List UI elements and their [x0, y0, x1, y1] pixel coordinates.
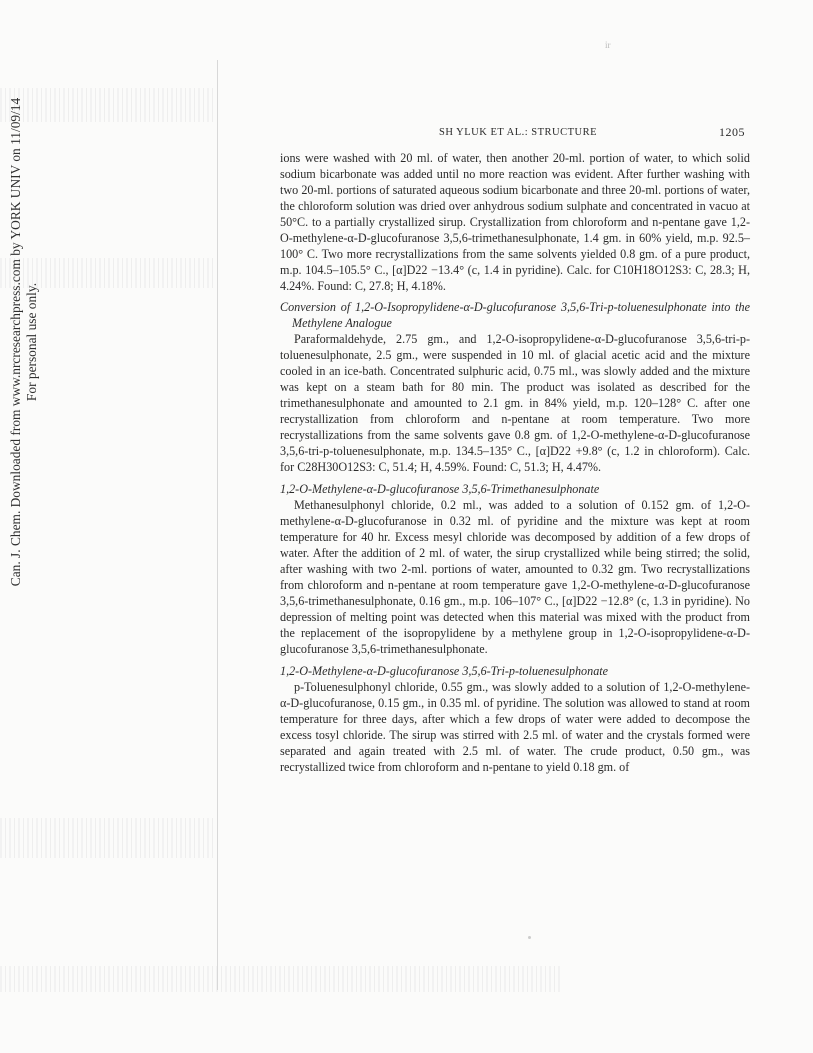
- scan-noise-low: [0, 818, 215, 858]
- section-heading-conversion: Conversion of 1,2-O-Isopropylidene-α-D-glucofuranose 3,5,6-Tri-p-toluenesulphonate into the Methylene Analogue: [280, 300, 750, 330]
- download-notice: [8, 32, 46, 652]
- scan-noise-bottom: [0, 966, 560, 992]
- page-header: [280, 125, 750, 141]
- running-title: SH YLUK ET AL.: STRUCTURE: [439, 127, 598, 138]
- scan-dot: [528, 936, 531, 939]
- paragraph-continuation: ions were washed with 20 ml. of water, then another 20-ml. portion of water, to which solid sodium bicarbonate was added until no more reaction was evident. After further washing with two 20-ml. portions of saturated aqueous sodium bicarbonate and three 20-ml. portions of water, the chloroform solution was dried over anhydrous sodium sulphate and concentrated in vacuo at 50°C. to a partially crystallized sirup. Crystallization from chloroform and n-pentane gave 1,2-O-methylene-α-D-glucofuranose 3,5,6-trimethanesulphonate, 1.4 gm. in 60% yield, m.p. 92.5–100° C. Two more recrystallizations from the same solvents yielded 0.8 gm. of a pure product, m.p. 104.5–105.5° C., [α]D22 −13.4° (c, 1.4 in pyridine). Calc. for C10H18O12S3: C, 28.3; H, 4.24%. Found: C, 27.8; H, 4.18%.: [280, 151, 750, 293]
- download-notice-line2: For personal use only.: [24, 282, 39, 402]
- article-body: [280, 150, 750, 775]
- section-heading-tritoluenesulphonate: 1,2-O-Methylene-α-D-glucofuranose 3,5,6-Tri-p-toluenesulphonate: [280, 664, 609, 678]
- page-number: 1205: [719, 125, 745, 139]
- paragraph-tritoluenesulphonate: p-Toluenesulphonyl chloride, 0.55 gm., was slowly added to a solution of 1,2-O-methylene-α-D-glucofuranose, 0.15 gm., in 0.35 ml. of pyridine. The solution was allowed to stand at room temperature for three days, after which a few drops of water were added to decompose the excess tosyl chloride. The sirup was stirred with 2.5 ml. of water and the crystals formed were separated and again treated with 2.5 ml. of water. The crude product, 0.50 gm., was recrystallized twice from chloroform and n-pentane to yield 0.18 gm. of: [280, 680, 750, 774]
- download-notice-line1: Can. J. Chem. Downloaded from www.nrcresearchpress.com by YORK UNIV on 11/09/14: [8, 97, 23, 587]
- paragraph-conversion: Paraformaldehyde, 2.75 gm., and 1,2-O-isopropylidene-α-D-glucofuranose 3,5,6-tri-p-toluenesulphonate, 2.5 gm., were suspended in 10 ml. of glacial acetic acid and the mixture cooled in an ice-bath. Concentrated sulphuric acid, 0.75 ml., was slowly added and the mixture was kept on a steam bath for 80 min. The product was isolated as described for the trimethanesulphonate and amounted to 2.1 gm. in 84% yield, m.p. 120–128° C. after one recrystallization from chloroform and n-pentane at room temperature. Two more recrystallizations from the same solvents gave 0.8 gm. of 1,2-O-methylene-α-D-glucofuranose 3,5,6-tri-p-toluenesulphonate, m.p. 134.5–135° C., [α]D22 +9.8° (c, 1.2 in chloroform). Calc. for C28H30O12S3: C, 51.4; H, 4.59%. Found: C, 51.3; H, 4.47%.: [280, 332, 750, 474]
- section-heading-trimethanesulphonate: 1,2-O-Methylene-α-D-glucofuranose 3,5,6-Trimethanesulphonate: [280, 482, 600, 496]
- faint-mark: ir: [605, 40, 611, 50]
- gutter-rule: [217, 60, 218, 990]
- paragraph-trimethanesulphonate: Methanesulphonyl chloride, 0.2 ml., was added to a solution of 0.152 gm. of 1,2-O-methylene-α-D-glucofuranose in 0.32 ml. of pyridine and the mixture was kept at room temperature for 40 hr. Excess mesyl chloride was decomposed by addition of a few drops of water. After the addition of 2 ml. of water, the sirup crystallized while being stirred; the solid, after washing with two 2-ml. portions of water, amounted to 0.32 gm. Two recrystallizations from chloroform and n-pentane at room temperature gave 1,2-O-methylene-α-D-glucofuranose 3,5,6-trimethanesulphonate, 0.16 gm., m.p. 106–107° C., [α]D22 −12.8° (c, 1.3 in pyridine). No depression of melting point was detected when this material was mixed with the product from the replacement of the isopropylidene by a methylene group in 1,2-O-isopropylidene-α-D-glucofuranose 3,5,6-trimethanesulphonate.: [280, 498, 750, 656]
